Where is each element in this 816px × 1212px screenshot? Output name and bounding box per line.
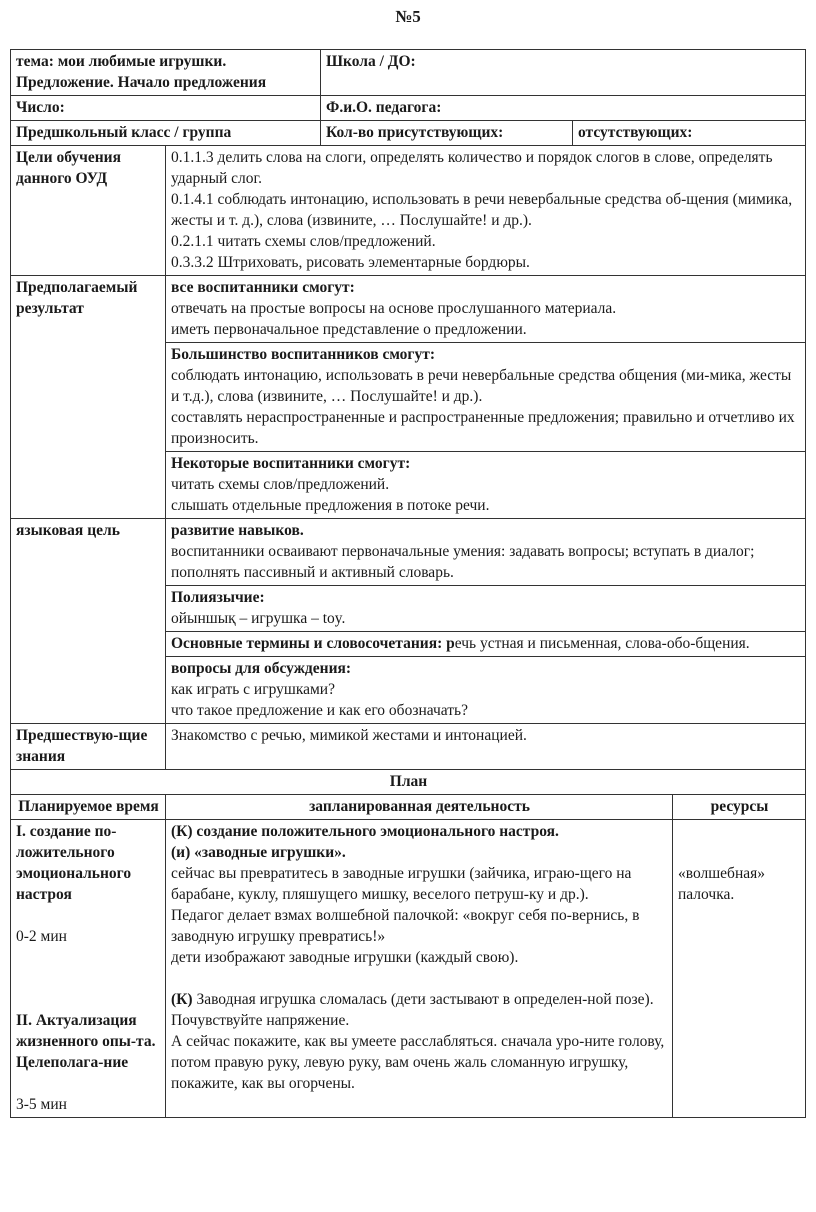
spacer	[16, 989, 161, 1010]
column-header-activity: запланированная деятельность	[166, 795, 673, 820]
present-cell: Кол-во присутствующих:	[321, 121, 573, 146]
goal-item: 0.2.1.1 читать схемы слов/предложений.	[171, 233, 436, 250]
skills-title: развитие навыков.	[171, 522, 304, 539]
expected-all-item: иметь первоначальное представление о предложении.	[171, 321, 527, 338]
expected-some-title: Некоторые воспитанники смогут:	[171, 455, 411, 472]
language-skills-row	[11, 519, 806, 586]
activity-1-text: дети изображают заводные игрушки (каждый свою).	[171, 949, 519, 966]
activity-1-heading: (К) создание положительного эмоционального настроя.	[171, 823, 559, 840]
stage-1-time: 0-2 мин	[16, 928, 67, 945]
expected-most-item: соблюдать интонацию, использовать в речи невербальные средства общения (ми-мика, жесты и т.д.), слова (извините, … Послушайте! и др.).	[171, 367, 792, 405]
topic-line-2: Предложение. Начало предложения	[16, 74, 267, 91]
activity-1-text: сейчас вы превратитесь в заводные игрушки (зайчика, играю-щего на барабане, куклу, пляшущего мишку, веселого петруш-ку и др.).	[171, 865, 632, 903]
spacer	[16, 1073, 161, 1094]
terms-text: ечь устная и письменная, слова-обо-бщения.	[454, 635, 750, 652]
spacer	[16, 947, 161, 968]
terms-content	[166, 632, 806, 657]
school-cell: Школа / ДО:	[321, 50, 806, 96]
expected-some-item: читать схемы слов/предложений.	[171, 476, 390, 493]
lesson-plan-table	[10, 49, 806, 1118]
expected-all-item: отвечать на простые вопросы на основе прослушанного материала.	[171, 300, 617, 317]
topic-cell	[11, 50, 321, 96]
prior-knowledge-row	[11, 724, 806, 770]
topic-row	[11, 50, 806, 96]
polylingual-text: ойыншық – игрушка – toy.	[171, 610, 346, 627]
prior-text: Знакомство с речью, мимикой жестами и интонацией.	[166, 724, 806, 770]
expected-some-item: слышать отдельные предложения в потоке речи.	[171, 497, 490, 514]
activity-1-text: Педагог делает взмах волшебной палочкой: «вокруг себя по-вернись, в заводную игрушку превратись!»	[171, 907, 640, 945]
goals-row	[11, 146, 806, 276]
polylingual-content	[166, 586, 806, 632]
stage-activity-cell	[166, 820, 673, 1118]
goal-item: 0.1.4.1 соблюдать интонацию, использовать в речи невербальные средства об-щения (мимика, жесты и т. д.), слова (извините, … Послушайте! и др.).	[171, 191, 793, 229]
stage-time-cell	[11, 820, 166, 1118]
plan-title-row	[11, 770, 806, 795]
expected-all-title: все воспитанники смогут:	[171, 279, 355, 296]
terms-title: Основные термины и словосочетания: р	[171, 635, 455, 652]
language-skills-content	[166, 519, 806, 586]
absent-cell: отсутствующих:	[573, 121, 806, 146]
question-item: как играть с игрушками?	[171, 681, 335, 698]
expected-some-content	[166, 452, 806, 519]
expected-label: Предполагаемый результат	[11, 276, 166, 519]
goals-label: Цели обучения данного ОУД	[11, 146, 166, 276]
class-group-cell: Предшкольный класс / группа	[11, 121, 321, 146]
polylingual-title: Полиязычие:	[171, 589, 265, 606]
plan-title: План	[11, 770, 806, 795]
plan-header-row	[11, 795, 806, 820]
class-row	[11, 121, 806, 146]
question-item: что такое предложение и как его обозначать?	[171, 702, 468, 719]
stage-resources-cell: «волшебная» палочка.	[673, 820, 806, 1118]
expected-most-title: Большинство воспитанников смогут:	[171, 346, 435, 363]
skills-text: воспитанники осваивают первоначальные умения: задавать вопросы; вступать в диалог; пополнять пассивный и активный словарь.	[171, 543, 755, 581]
activity-2-text	[171, 989, 668, 1010]
goal-item: 0.3.3.2 Штриховать, рисовать элементарные бордюры.	[171, 254, 530, 271]
goals-content	[166, 146, 806, 276]
teacher-cell: Ф.и.О. педагога:	[321, 96, 806, 121]
activity-1-subheading: (и) «заводные игрушки».	[171, 844, 346, 861]
expected-most-content	[166, 343, 806, 452]
stage-2-time: 3-5 мин	[16, 1096, 67, 1113]
expected-most-item: составлять нераспространенные и распространенные предложения; правильно и отчетливо их произносить.	[171, 409, 795, 447]
column-header-resources: ресурсы	[673, 795, 806, 820]
prior-label: Предшествую-щие знания	[11, 724, 166, 770]
activity-2-line: Заводная игрушка сломалась (дети застывают в определен-ной позе).	[192, 991, 654, 1008]
spacer	[16, 968, 161, 989]
date-cell: Число:	[11, 96, 321, 121]
expected-all-row	[11, 276, 806, 343]
questions-content	[166, 657, 806, 724]
activity-2-text: А сейчас покажите, как вы умеете расслабляться. сначала уро-ните голову, потом правую руку, левую руку, вам очень жаль сломанную игрушку, покажите, как вы огорчены.	[171, 1033, 665, 1092]
language-label: языковая цель	[11, 519, 166, 724]
topic-line-1: тема: мои любимые игрушки.	[16, 53, 227, 70]
date-row	[11, 96, 806, 121]
stage-1-title: I. создание по-ложительного эмоционального настроя	[16, 823, 132, 903]
plan-stage-row	[11, 820, 806, 1118]
spacer	[171, 968, 668, 989]
document-number: №5	[395, 7, 421, 26]
activity-2-marker: (К)	[171, 991, 193, 1008]
stage-2-title: II. Актуализация жизненного опы-та. Целеполага-ние	[16, 1012, 156, 1071]
activity-2-text: Почувствуйте напряжение.	[171, 1012, 350, 1029]
expected-all-content	[166, 276, 806, 343]
column-header-time: Планируемое время	[11, 795, 166, 820]
questions-title: вопросы для обсуждения:	[171, 660, 352, 677]
spacer	[16, 905, 161, 926]
goal-item: 0.1.1.3 делить слова на слоги, определять количество и порядок слогов в слове, определять ударный слог.	[171, 149, 773, 187]
